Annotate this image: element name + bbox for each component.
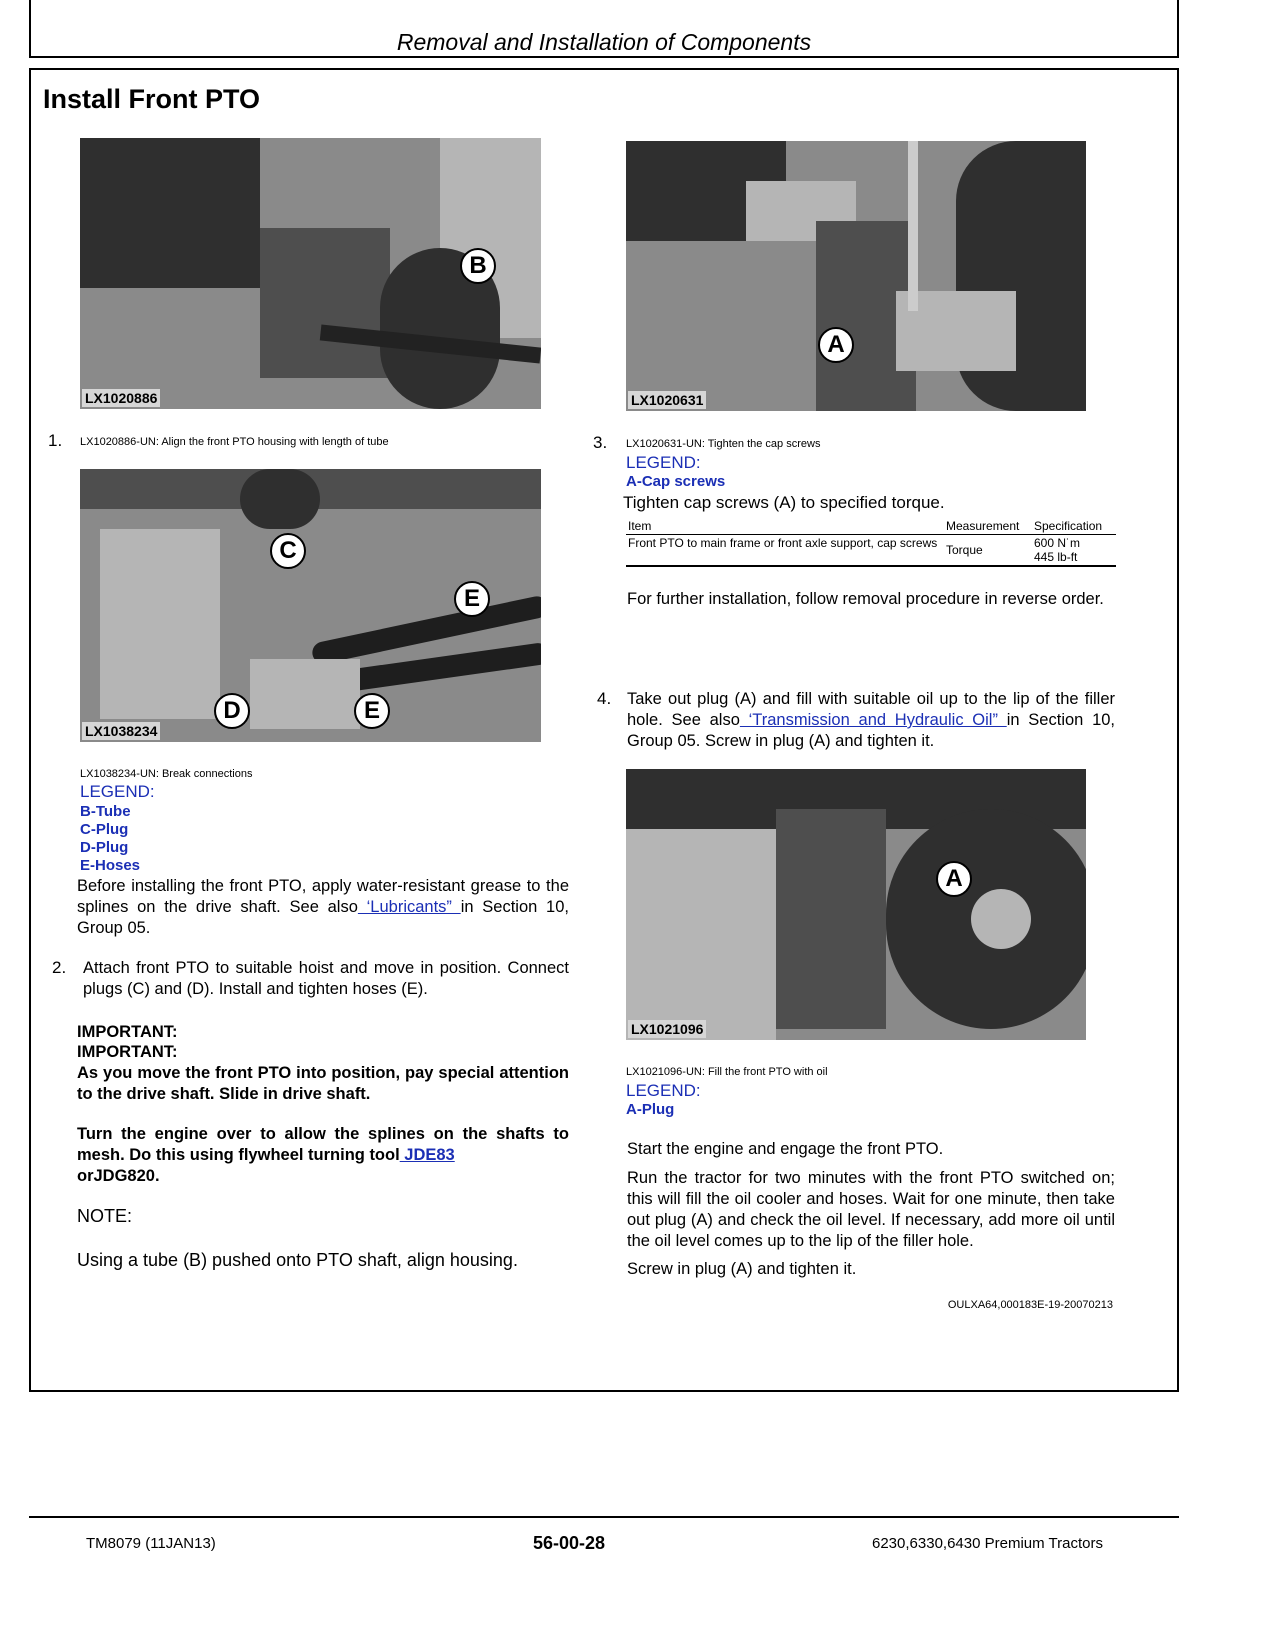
legend-item: A-Plug <box>626 1101 675 1118</box>
cell-measurement: Torque <box>946 543 983 557</box>
table-header-row <box>626 518 1116 535</box>
legend-heading: LEGEND: <box>626 1081 701 1100</box>
legend-heading: LEGEND: <box>80 782 155 801</box>
legend-heading: LEGEND: <box>626 453 701 472</box>
callout-b: B <box>460 248 496 284</box>
important-text: As you move the front PTO into position, pay special attention to the drive shaft. Slide in drive shaft. <box>77 1064 569 1103</box>
callout-e: E <box>454 581 490 617</box>
legend-item: E-Hoses <box>80 857 141 874</box>
step4-text <box>627 689 1115 752</box>
legend-item: A-Cap screws <box>626 473 726 490</box>
torque-spec-table <box>626 518 1116 567</box>
step4-end: in Section 10, Group 05. Screw in plug (A) and tighten it. <box>627 711 1116 750</box>
important-label: IMPORTANT: <box>77 1023 178 1041</box>
turn-text-end: orJDG820. <box>77 1167 160 1185</box>
step2-text: Attach front PTO to suitable hoist and move in position. Connect plugs (C) and (D). Install and tighten hoses (E). <box>83 959 569 998</box>
link-lubricants[interactable]: ‘Lubricants” <box>357 898 461 916</box>
figure-caption: LX1021096-UN: Fill the front PTO with oil <box>626 1066 828 1078</box>
figure-tag: LX1020886 <box>82 389 160 407</box>
cell-specification <box>1032 535 1116 567</box>
tighten-text: Tighten cap screws (A) to specified torque. <box>623 493 945 512</box>
legend-item: C-Plug <box>80 821 129 838</box>
table-row <box>626 535 1116 567</box>
grease-text-end: in Section 10, Group 05. <box>77 898 569 937</box>
callout-e: E <box>354 693 390 729</box>
grease-instruction <box>77 876 569 939</box>
header-rule-bottom <box>29 56 1179 58</box>
photo-align-housing <box>80 138 541 409</box>
footer-manual-id: TM8079 (11JAN13) <box>86 1535 216 1552</box>
grease-text: Before installing the front PTO, apply water-resistant grease to the splines on the drive shaft. See also <box>77 877 569 916</box>
callout-a: A <box>818 327 854 363</box>
photo-fill-oil <box>626 769 1086 1040</box>
page-title: Install Front PTO <box>43 84 261 114</box>
figure-caption: LX1038234-UN: Break connections <box>80 768 253 780</box>
col-header-specification: Specification <box>1034 519 1103 533</box>
run-tractor-text: Run the tractor for two minutes with the front PTO switched on; this will fill the oil cooler and hoses. Wait for one minute, then take out plug (A) and check the oil level. If necessary, add more oil until the oil level comes up to the lip of the filler hole. <box>627 1169 1115 1250</box>
step-number: 3. <box>593 433 608 452</box>
photo-break-connections <box>80 469 541 742</box>
start-engine-text: Start the engine and engage the front PTO. <box>627 1140 944 1158</box>
figure-caption: LX1020886-UN: Align the front PTO housing with length of tube <box>80 436 389 448</box>
footer-rule <box>29 1516 1179 1518</box>
figure-tag: LX1020631 <box>628 391 706 409</box>
step-number: 4. <box>597 689 612 708</box>
link-jde83[interactable]: JDE83 <box>399 1146 455 1164</box>
figure-tag: LX1038234 <box>82 722 160 740</box>
screw-plug-text: Screw in plug (A) and tighten it. <box>627 1260 857 1278</box>
legend-item: D-Plug <box>80 839 129 856</box>
step-number: 2. <box>52 958 67 977</box>
note-text: Using a tube (B) pushed onto PTO shaft, align housing. <box>77 1250 518 1270</box>
photo-cap-screws <box>626 141 1086 411</box>
section-header-title: Removal and Installation of Components <box>396 29 812 55</box>
cell-item: Front PTO to main frame or front axle support, cap screws <box>628 536 938 550</box>
important-label: IMPORTANT: <box>77 1043 178 1061</box>
turn-text: Turn the engine over to allow the splines on the shafts to mesh. Do this using flywheel turning tool <box>77 1125 569 1164</box>
figure-caption: LX1020631-UN: Tighten the cap screws <box>626 438 821 450</box>
spec-metric: 600 N˙m <box>1034 536 1081 550</box>
footer-product: 6230,6330,6430 Premium Tractors <box>872 1535 1103 1552</box>
document-reference: OULXA64,000183E-19-20070213 <box>947 1299 1113 1311</box>
legend-item: B-Tube <box>80 803 131 820</box>
callout-a: A <box>936 861 972 897</box>
footer-page-number: 56-00-28 <box>533 1533 606 1553</box>
spec-imperial: 445 lb-ft <box>1034 550 1078 564</box>
further-installation-text: For further installation, follow removal procedure in reverse order. <box>627 590 1104 608</box>
link-transmission-oil[interactable]: ‘Transmission and Hydraulic Oil” <box>739 711 1007 729</box>
turn-engine-text <box>77 1124 569 1187</box>
step-number: 1. <box>48 431 63 450</box>
figure-tag: LX1021096 <box>628 1020 706 1038</box>
callout-c: C <box>270 533 306 569</box>
callout-d: D <box>214 693 250 729</box>
col-header-measurement: Measurement <box>946 519 1020 533</box>
step4-lead: Take out plug (A) and fill with suitable oil up to the lip of the filler hole. See also <box>627 690 1115 729</box>
col-header-item: Item <box>628 519 652 533</box>
note-label: NOTE: <box>77 1206 133 1226</box>
